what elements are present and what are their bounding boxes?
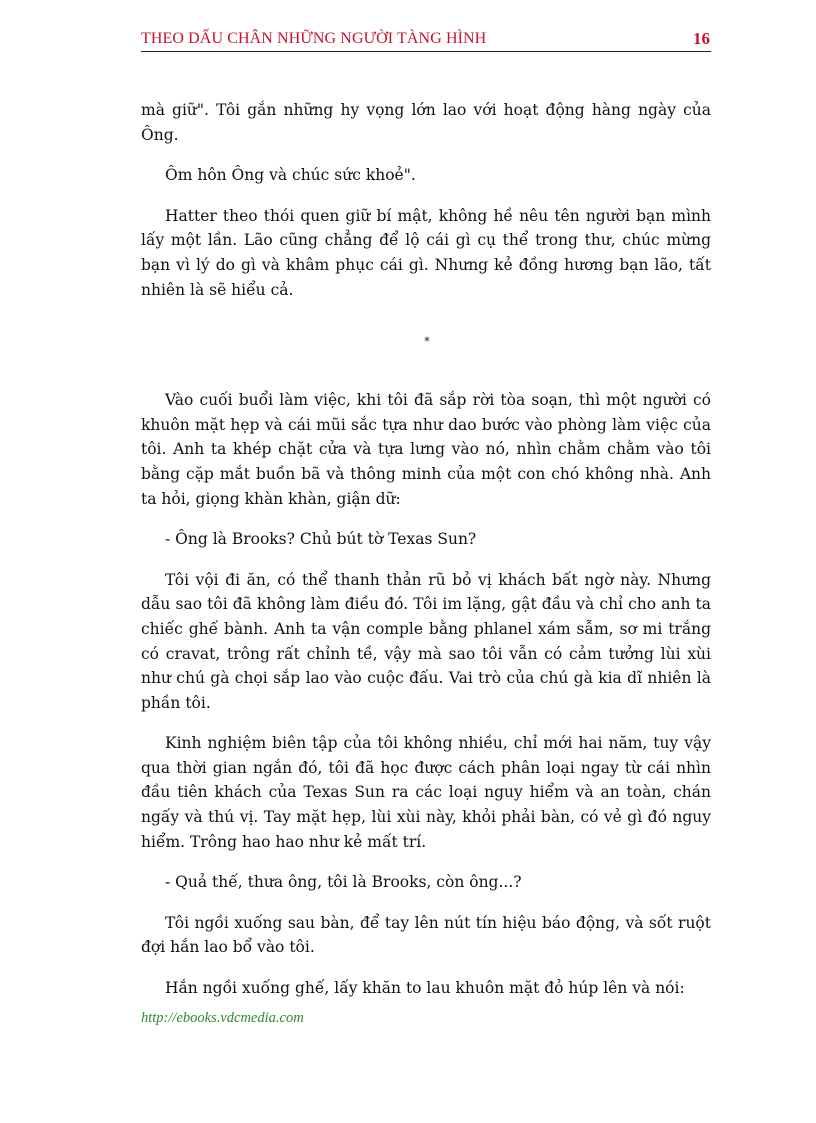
paragraph: Vào cuối buổi làm việc, khi tôi đã sắp rời tòa soạn, thì một người có khuôn mặt hẹp và cái mũi sắc tựa như dao bước vào phòng làm việc của tôi. Anh ta khép chặt cửa và tựa lưng vào nó, nhìn chằm chằm vào tôi bằng cặp mắt buồn bã và thông minh của một con chó không nhà. Anh ta hỏi, giọng khàn khàn, giận dữ: [141,391,711,508]
page-number: 16 [693,29,710,48]
paragraph: Tôi vội đi ăn, có thể thanh thản rũ bỏ vị khách bất ngờ này. Nhưng dẫu sao tôi đã không làm điều đó. Tôi im lặng, gật đầu và chỉ cho anh ta chiếc ghế bành. Anh ta vận comple bằng phlanel xám sẫm, sơ mi trắng có cravat, trông rất chỉnh tề, vậy mà sao tôi vẫn có cảm tưởng lùi xùi như chú gà chọi sắp lao vào cuộc đấu. Vai trò của chú gà kia dĩ nhiên là phần tôi. [141,570,711,712]
paragraph: Kinh nghiệm biên tập của tôi không nhiều, chỉ mới hai năm, tuy vậy qua thời gian ngắn đó, tôi đã học được cách phân loại ngay từ cái nhìn đầu tiên khách của Texas Sun ra các loại nguy hiểm và an toàn, chán ngấy và thú vị. Tay mặt hẹp, lùi xùi này, khỏi phải bàn, có vẻ gì đó nguy hiểm. Trông hao hao như kẻ mất trí. [141,734,711,851]
footer-link[interactable]: http://ebooks.vdcmedia.com [141,1010,304,1026]
paragraph: Hatter theo thói quen giữ bí mật, không hề nêu tên người bạn mình lấy một lần. Lão cũng chẳng để lộ cái gì cụ thể trong thư, chúc mừng bạn vì lý do gì và khâm phục cái gì. Nhưng kẻ đồng hương bạn lão, tất nhiên là sẽ hiểu cả. [141,206,711,299]
section-separator: * [424,335,430,349]
paragraph: Hắn ngồi xuống ghế, lấy khăn to lau khuôn mặt đỏ húp lên và nói: [165,979,685,998]
running-title: THEO DẤU CHÂN NHỮNG NGƯỜI TÀNG HÌNH [141,30,487,47]
dialogue-line: - Quả thế, thưa ông, tôi là Brooks, còn ông...? [165,873,522,892]
dialogue-line: - Ông là Brooks? Chủ bút tờ Texas Sun? [165,530,477,549]
page-header [141,29,711,52]
paragraph: mà giữ". Tôi gắn những hy vọng lớn lao với hoạt động hàng ngày của Ông. [141,101,711,144]
paragraph: Tôi ngồi xuống sau bàn, để tay lên nút tín hiệu báo động, và sốt ruột đợi hắn lao bổ vào tôi. [141,913,711,957]
page-body [141,98,711,1017]
paragraph: Ôm hôn Ông và chúc sức khoẻ". [165,166,416,185]
